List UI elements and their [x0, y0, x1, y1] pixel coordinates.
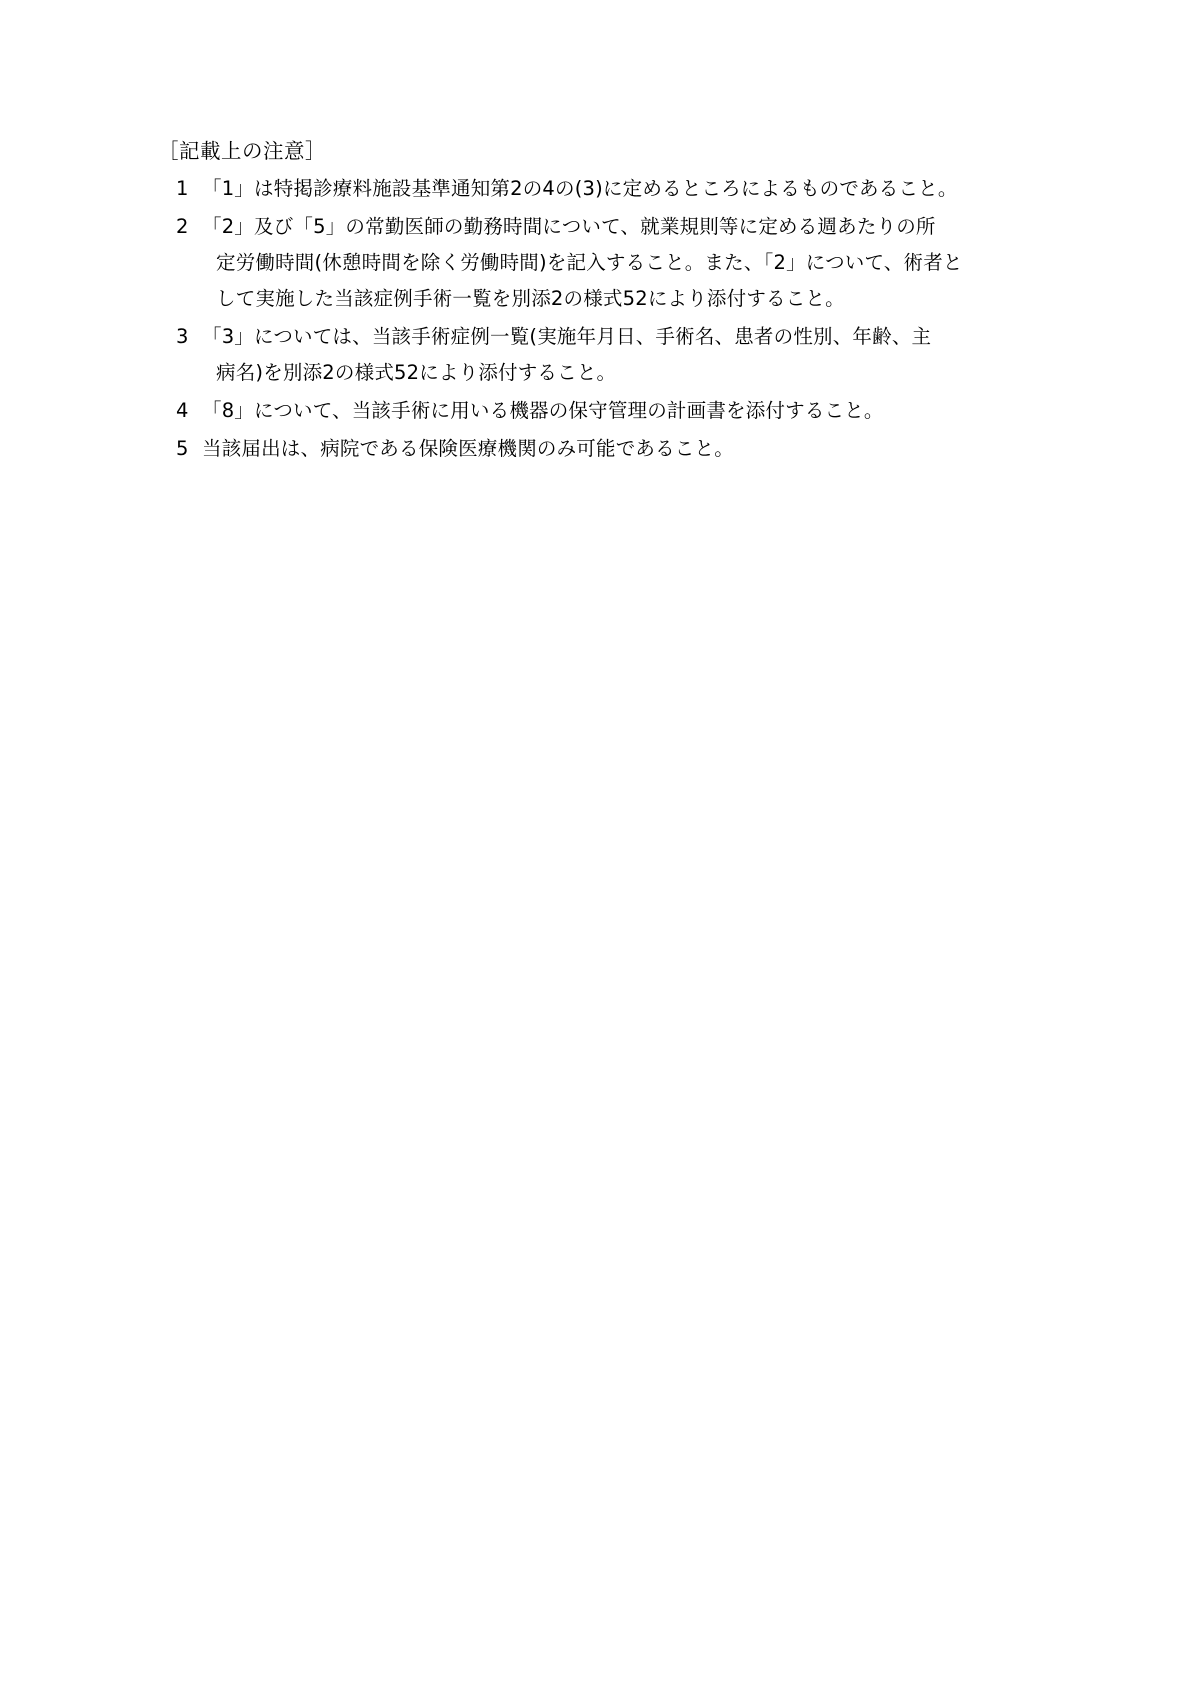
note-number: 2 — [176, 215, 189, 238]
note-number: 4 — [176, 399, 189, 422]
note-line: 「1」は特掲診療料施設基準通知第2の4の(3)に定めるところによるものであること。 — [202, 177, 958, 200]
note-body — [202, 319, 1018, 391]
note-line: 「8」について、当該手術に用いる機器の保守管理の計画書を添付すること。 — [202, 399, 884, 422]
note-body — [202, 393, 1018, 429]
note-item — [158, 431, 1018, 467]
note-number: 1 — [176, 177, 189, 200]
note-item — [158, 393, 1018, 429]
note-line: 「3」については、当該手術症例一覧(実施年月日、手術名、患者の性別、年齢、主 — [202, 325, 932, 348]
note-body — [202, 209, 1018, 317]
note-item — [158, 171, 1018, 207]
note-line: 定労働時間(休憩時間を除く労働時間)を記入すること。また、「2」について、術者と — [216, 251, 963, 274]
note-item — [158, 209, 1018, 317]
note-body — [202, 431, 1018, 467]
note-line: 当該届出は、病院である保険医療機関のみ可能であること。 — [202, 437, 734, 460]
note-line: 病名)を別添2の様式52により添付すること。 — [216, 361, 617, 384]
notes-block — [158, 133, 1018, 467]
note-body — [202, 171, 1018, 207]
note-line: して実施した当該症例手術一覧を別添2の様式52により添付すること。 — [216, 287, 845, 310]
note-line: 「2」及び「5」の常勤医師の勤務時間について、就業規則等に定める週あたりの所 — [202, 215, 936, 238]
notes-heading: ［記載上の注意］ — [158, 139, 326, 163]
note-number: 5 — [176, 437, 189, 460]
note-number: 3 — [176, 325, 189, 348]
note-item — [158, 319, 1018, 391]
